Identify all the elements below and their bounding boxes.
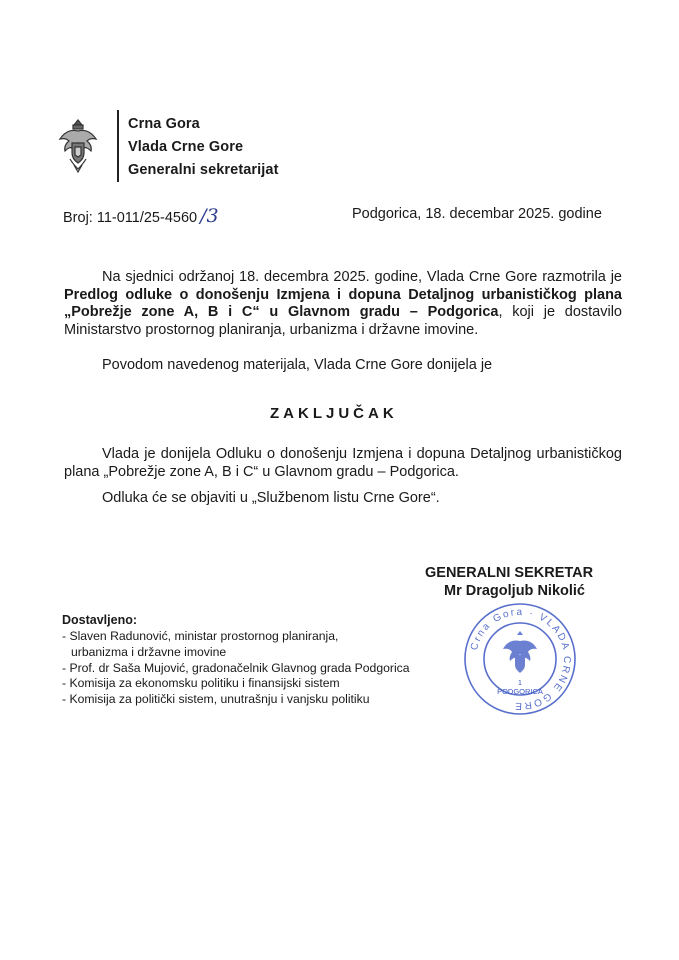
- reference-number: [63, 205, 219, 227]
- distribution-item: - Prof. dr Saša Mujović, gradonačelnik Glavnog grada Podgorica: [62, 660, 410, 675]
- stamp-ring-text: Crna Gora · VLADA CRNE GORE: [468, 606, 573, 712]
- distribution-item: - Komisija za politički sistem, unutrašnju i vanjsku politiku: [62, 692, 370, 707]
- distribution-list: [62, 629, 410, 708]
- intro-bold-title: Predlog odluke o donošenju Izmjena i dopuna Detaljnog urbanističkog plana „Pobrežje zone A, B i C“ u Glavnom gradu – Podgorica: [64, 286, 622, 320]
- conclusion-line-2: Odluka će se objaviti u „Službenom listu Crne Gore“.: [102, 490, 440, 506]
- reference-number-text: Broj: 11-011/25-4560: [63, 210, 198, 226]
- header-government: Vlada Crne Gore: [128, 139, 244, 155]
- stamp-city: PODGORICA: [497, 687, 543, 696]
- signature-name: Mr Dragoljub Nikolić: [444, 583, 585, 599]
- intro-line-2: Povodom navedenog materijala, Vlada Crne Gore donijela je: [102, 357, 493, 373]
- stamp-number: 1: [518, 680, 522, 687]
- distribution-item: - Komisija za ekonomsku politiku i finansijski sistem: [62, 676, 340, 691]
- header-secretariat: Generalni sekretarijat: [128, 162, 279, 178]
- distribution-item: - Slaven Radunović, ministar prostornog planiranja,: [62, 629, 339, 643]
- intro-text-2: , koji je dostavilo Ministarstvo prostornog planiranja, urbanizma i državne imovine.: [64, 304, 622, 338]
- document-date: Podgorica, 18. decembar 2025. godine: [352, 206, 602, 222]
- header-divider: [117, 110, 119, 182]
- intro-paragraph: [64, 269, 622, 339]
- conclusion-title: ZAKLJUČAK: [270, 405, 398, 422]
- official-stamp: [460, 599, 580, 719]
- coat-of-arms-icon: [56, 117, 100, 173]
- conclusion-paragraph: Vlada je donijela Odluku o donošenju Izmjena i dopuna Detaljnog urbanističkog plana „Pobrežje zone A, B i C“ u Glavnom gradu – Podgorica.: [64, 446, 622, 480]
- distribution-title: Dostavljeno:: [62, 613, 138, 627]
- header-country: Crna Gora: [128, 116, 200, 132]
- intro-text-1: Na sjednici održanoj 18. decembra 2025. godine, Vlada Crne Gore razmotrila je: [102, 269, 622, 285]
- distribution-item: urbanizma i državne imovine: [71, 644, 227, 659]
- signature-title: GENERALNI SEKRETAR: [425, 565, 594, 581]
- reference-handwritten: /3: [200, 205, 219, 227]
